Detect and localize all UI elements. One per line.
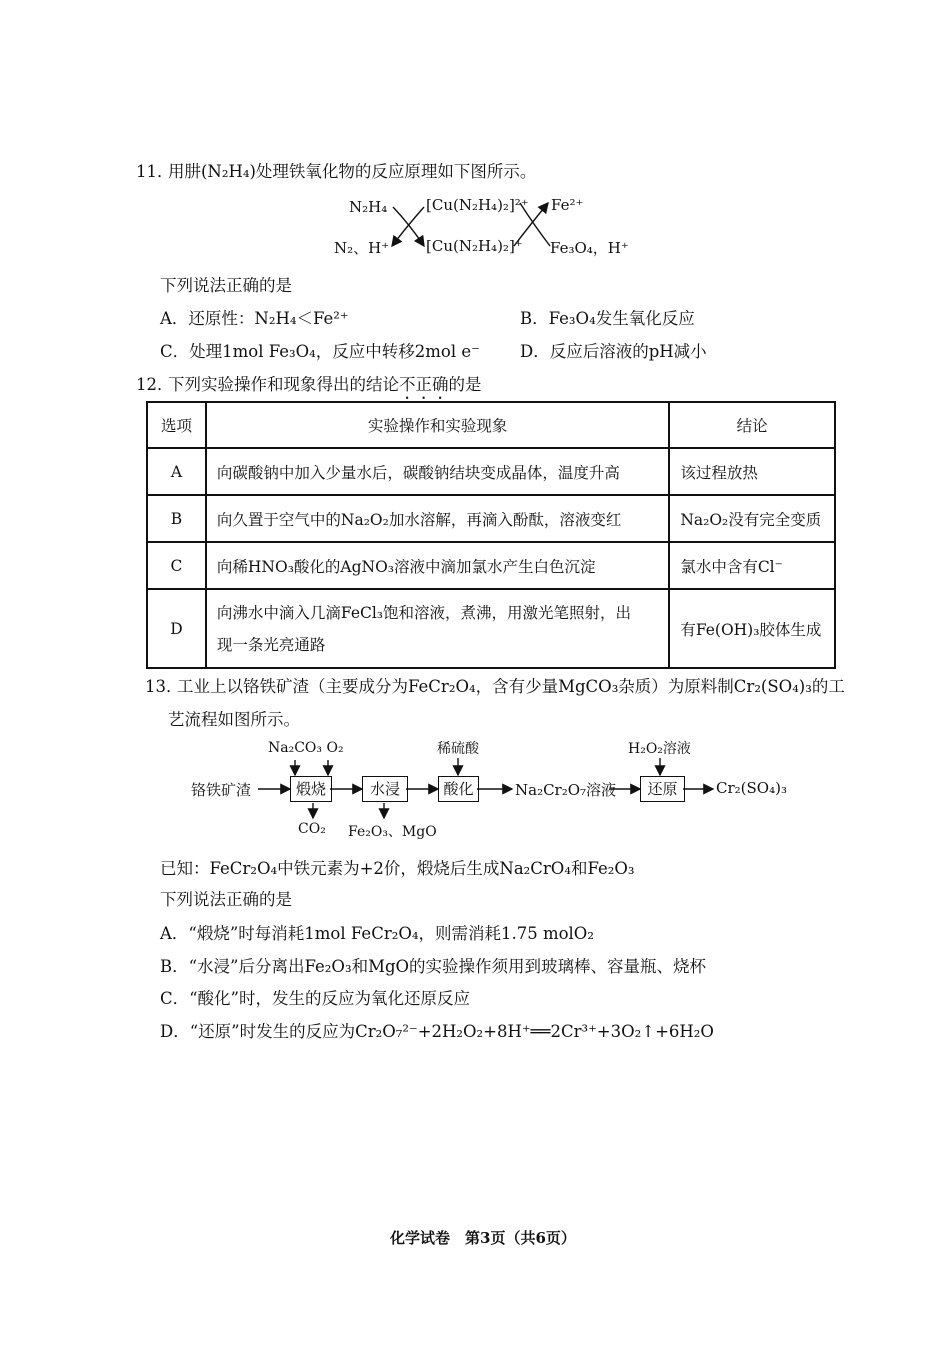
row-operation: 向碳酸钠中加入少量水后，碳酸钠结块变成晶体，温度升高 xyxy=(206,448,669,495)
q11-left-arc-1 xyxy=(393,207,424,246)
q11-cycle-center-bottom: [Cu(N₂H₄)₂]⁺ xyxy=(426,237,523,255)
flow-intermediate: Na₂Cr₂O₇溶液 xyxy=(515,781,617,799)
q11-cycle-center-top: [Cu(N₂H₄)₂]²⁺ xyxy=(426,196,529,214)
q11-stem: 用肼(N₂H₄)处理铁氧化物的反应原理如下图所示。 xyxy=(168,162,537,181)
q13-stem-line2: 艺流程如图所示。 xyxy=(168,710,300,729)
q12-stem-before: 下列实验操作和现象得出的结论 xyxy=(168,375,399,394)
q13-number: 13． xyxy=(145,677,183,696)
row-option: B xyxy=(147,495,206,542)
q11-option-b[interactable]: B．Fe₃O₄发生氧化反应 xyxy=(520,309,695,328)
header-operation: 实验操作和实验现象 xyxy=(206,402,669,448)
q13-option-a[interactable]: A．“煅烧”时每消耗1mol FeCr₂O₄，则需消耗1.75 molO₂ xyxy=(160,924,594,943)
q11-cycle-right-top: Fe²⁺ xyxy=(551,196,584,214)
flow-step-reduce: 还原 xyxy=(640,776,685,802)
q13-stem-line1: 工业上以铬铁矿渣（主要成分为FeCr₂O₄，含有少量MgCO₃杂质）为原料制Cr₂(SO₄)₃的工 xyxy=(177,677,845,696)
table-row xyxy=(147,448,835,495)
row-conclusion: 有Fe(OH)₃胶体生成 xyxy=(669,589,835,668)
q11-option-a[interactable]: A．还原性：N₂H₄＜Fe²⁺ xyxy=(160,309,349,328)
q11-cycle-left-bottom: N₂、H⁺ xyxy=(334,239,390,257)
q12-number: 12． xyxy=(136,375,174,394)
row-operation-line2: 现一条光亮通路 xyxy=(216,635,326,654)
row-option: C xyxy=(147,542,206,589)
q11-cycle-left-top: N₂H₄ xyxy=(349,198,388,216)
row-operation: 向久置于空气中的Na₂O₂加水溶解，再滴入酚酞，溶液变红 xyxy=(206,495,669,542)
q13-option-d[interactable]: D．“还原”时发生的反应为Cr₂O₇²⁻+2H₂O₂+8H⁺══2Cr³⁺+3O₂↑+6H₂O xyxy=(160,1022,714,1041)
table-row xyxy=(147,495,835,542)
q13-option-b[interactable]: B．“水浸”后分离出Fe₂O₃和MgO的实验操作须用到玻璃棒、容量瓶、烧杯 xyxy=(160,957,707,976)
q12-stem-emphasis: 不正确 xyxy=(399,375,449,394)
flow-input-h2o2: H₂O₂溶液 xyxy=(628,741,691,757)
header-option: 选项 xyxy=(147,402,206,448)
q11-prompt: 下列说法正确的是 xyxy=(160,276,292,295)
table-row xyxy=(147,542,835,589)
table-row xyxy=(147,589,835,668)
q13-known: 已知：FeCr₂O₄中铁元素为+2价，煅烧后生成Na₂CrO₄和Fe₂O₃ xyxy=(160,859,635,878)
flow-output-co2: CO₂ xyxy=(298,821,326,837)
row-option: D xyxy=(147,589,206,668)
q11-left-arc-2 xyxy=(392,207,424,246)
q11-number: 11． xyxy=(136,162,174,181)
flow-step-water-leach: 水浸 xyxy=(362,776,408,802)
q12-stem xyxy=(168,371,482,403)
flow-output-fe2o3-mgo: Fe₂O₃、MgO xyxy=(348,824,437,840)
q12-table xyxy=(146,401,836,669)
row-operation: 向稀HNO₃酸化的AgNO₃溶液中滴加氯水产生白色沉淀 xyxy=(206,542,669,589)
row-option: A xyxy=(147,448,206,495)
flow-step-calcine: 煅烧 xyxy=(290,776,332,802)
q13-prompt: 下列说法正确的是 xyxy=(160,890,292,909)
row-conclusion: Na₂O₂没有完全变质 xyxy=(669,495,835,542)
row-conclusion: 氯水中含有Cl⁻ xyxy=(669,542,835,589)
q11-option-d[interactable]: D．反应后溶液的pH减小 xyxy=(520,342,707,361)
q12-stem-after: 的是 xyxy=(448,375,482,394)
flow-product: Cr₂(SO₄)₃ xyxy=(716,779,787,797)
flow-input-acid: 稀硫酸 xyxy=(437,741,479,757)
row-operation xyxy=(206,589,669,668)
q13-option-c[interactable]: C．“酸化”时，发生的反应为氧化还原反应 xyxy=(160,989,470,1008)
header-conclusion: 结论 xyxy=(669,402,835,448)
q11-option-c[interactable]: C．处理1mol Fe₃O₄，反应中转移2mol e⁻ xyxy=(160,342,480,361)
row-operation-line1: 向沸水中滴入几滴FeCl₃饱和溶液，煮沸，用激光笔照射，出 xyxy=(216,603,632,622)
flow-step-acidify: 酸化 xyxy=(438,776,479,802)
table-header-row xyxy=(147,402,835,448)
flow-start: 铬铁矿渣 xyxy=(191,781,252,799)
page-footer: 化学试卷 第3页（共6页） xyxy=(390,1229,576,1247)
q11-cycle-right-bottom: Fe₃O₄，H⁺ xyxy=(550,239,629,257)
flow-input-na2co3-o2: Na₂CO₃ O₂ xyxy=(268,740,344,756)
row-conclusion: 该过程放热 xyxy=(669,448,835,495)
